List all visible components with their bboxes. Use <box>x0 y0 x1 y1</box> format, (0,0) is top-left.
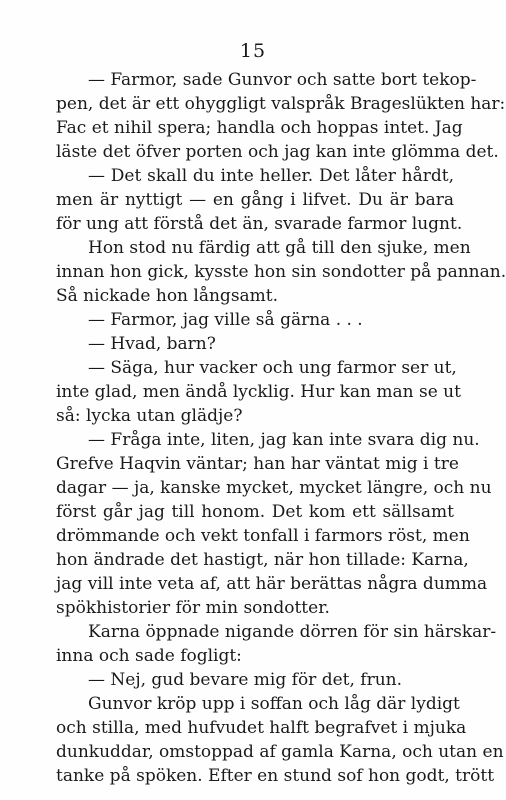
text-line: Karna öppnade nigande dörren för sin härskar- <box>88 622 497 642</box>
text-line: och stilla, med hufvudet halft begrafvet i mjuka <box>56 718 467 738</box>
text-line: så: lycka utan glädje? <box>56 406 243 426</box>
text-line: Så nickade hon långsamt. <box>56 286 279 306</box>
text-line: — Säga, hur vacker och ung farmor ser ut, <box>88 358 457 378</box>
text-line: Fac et nihil spera; handla och hoppas intet. Jag <box>56 118 463 138</box>
text-line: men är nyttigt — en gång i lifvet. Du är bara <box>56 190 454 210</box>
text-line: läste det öfver porten och jag kan inte glömma det. <box>56 142 499 162</box>
text-line: för ung att förstå det än, svarade farmor lugnt. <box>56 214 463 234</box>
text-line: Gunvor kröp upp i soffan och låg där lydigt <box>88 694 460 714</box>
text-line: — Farmor, sade Gunvor och satte bort tekop- <box>88 70 477 90</box>
text-line: inna och sade fogligt: <box>56 646 242 666</box>
text-line: dagar — ja, kanske mycket, mycket längre, och nu <box>56 478 492 498</box>
text-line: Hon stod nu färdig att gå till den sjuke, men <box>88 238 471 258</box>
text-line: hon ändrade det hastigt, när hon tillade: Karna, <box>56 550 469 570</box>
text-line: först går jag till honom. Det kom ett sällsamt <box>56 502 454 522</box>
text-line: drömmande och vekt tonfall i farmors röst, men <box>56 526 470 546</box>
text-line: — Det skall du inte heller. Det låter hårdt, <box>88 166 454 186</box>
text-line: — Hvad, barn? <box>88 334 216 354</box>
text-line: — Fråga inte, liten, jag kan inte svara dig nu. <box>88 430 480 450</box>
text-line: innan hon gick, kysste hon sin sondotter på pannan. <box>56 262 506 282</box>
text-line: Grefve Haqvin väntar; han har väntat mig i tre <box>56 454 459 474</box>
body-text <box>56 68 506 788</box>
text-line: inte glad, men ändå lycklig. Hur kan man se ut <box>56 382 461 402</box>
text-line: jag vill inte veta af, att här berättas några dumma <box>56 574 488 594</box>
text-line: — Nej, gud bevare mig för det, frun. <box>88 670 403 690</box>
text-line: spökhistorier för min sondotter. <box>56 598 330 618</box>
text-line: dunkuddar, omstoppad af gamla Karna, och utan en <box>56 742 504 762</box>
text-line: — Farmor, jag ville så gärna . . . <box>88 310 363 330</box>
text-line: tanke på spöken. Efter en stund sof hon godt, trött <box>56 766 495 786</box>
page-number: 15 <box>239 40 267 62</box>
text-line: pen, det är ett ohyggligt valspråk Brageslükten har: <box>56 94 506 114</box>
